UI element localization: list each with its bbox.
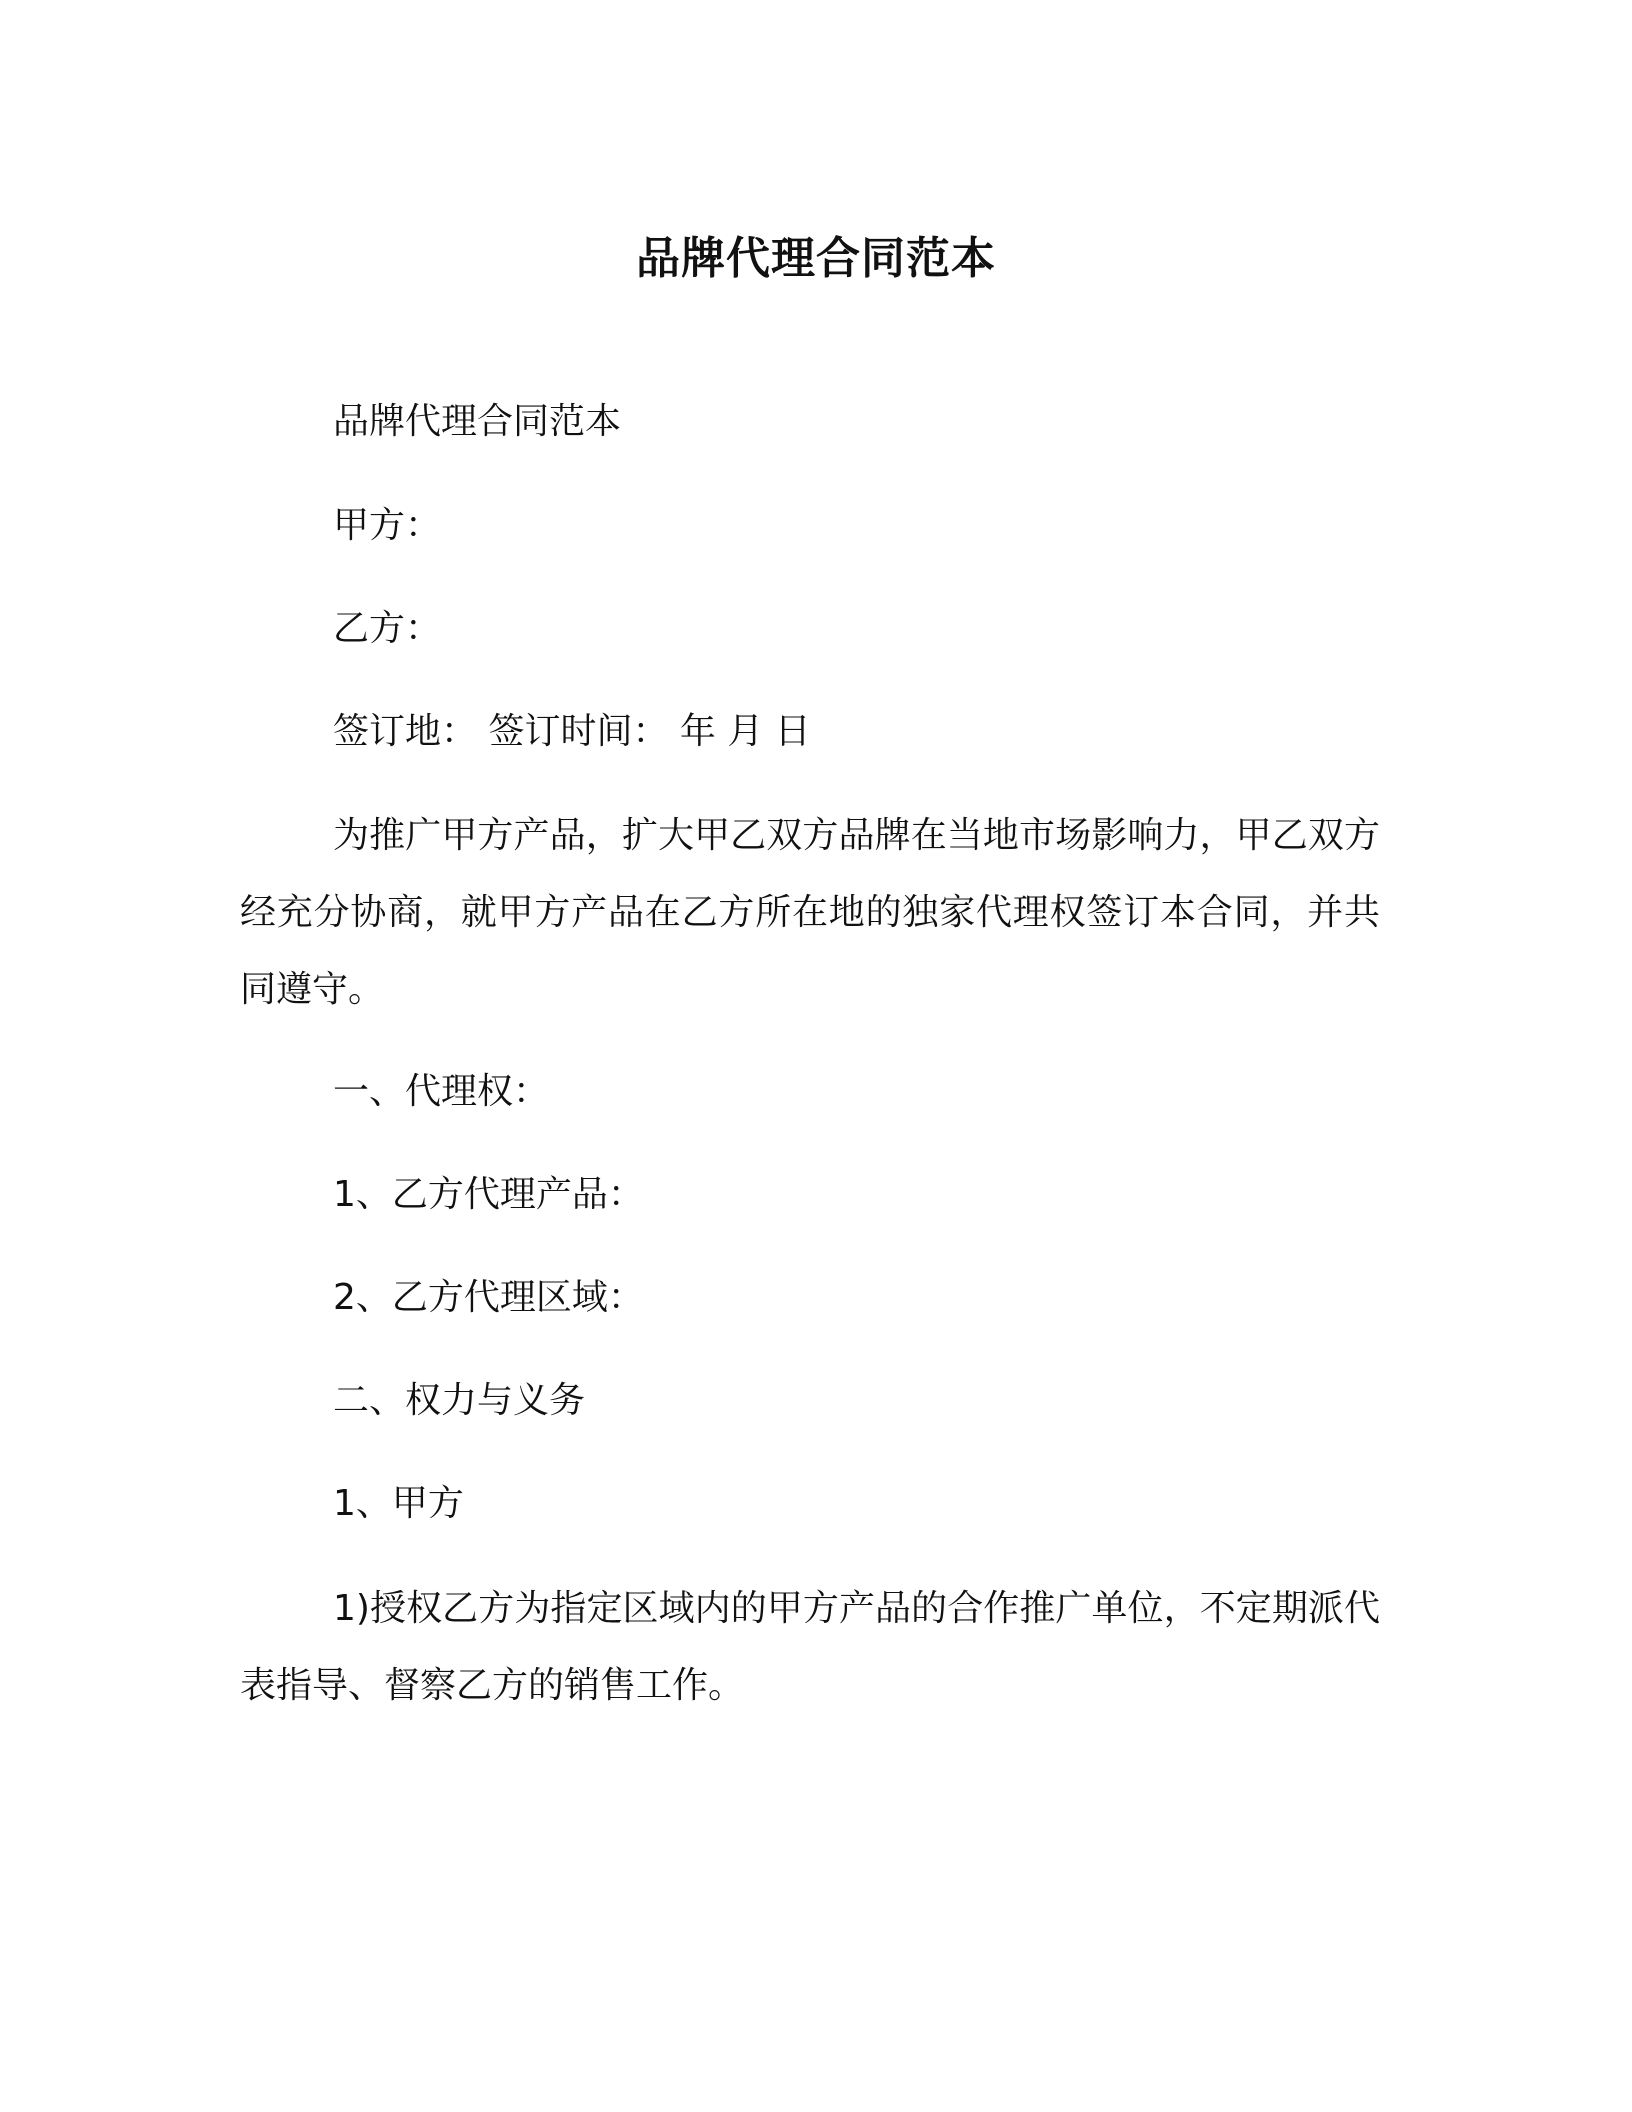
document-subtitle: 品牌代理合同范本 <box>333 401 622 442</box>
document-title: 品牌代理合同范本 <box>636 233 996 284</box>
party-a-label: 甲方： <box>333 505 442 546</box>
section-1-heading: 一、代理权： <box>333 1071 550 1112</box>
section-2-item-1: 1、甲方 <box>333 1483 464 1524</box>
preamble-paragraph: 为推广甲方产品，扩大甲乙双方品牌在当地市场影响力，甲乙双方经充分协商，就甲方产品在乙方所在地的独家代理权签订本合同，并共同遵守。 <box>240 815 1380 1010</box>
section-2-heading: 二、权力与义务 <box>333 1380 586 1421</box>
section-1-item-2: 2、乙方代理区域： <box>333 1277 644 1318</box>
signing-info: 签订地： 签订时间： 年 月 日 <box>333 711 811 752</box>
party-b-label: 乙方： <box>333 608 442 649</box>
section-1-item-1: 1、乙方代理产品： <box>333 1174 644 1215</box>
section-2-item-1-clause-1: 1)授权乙方为指定区域内的甲方产品的合作推广单位，不定期派代表指导、督察乙方的销售工作。 <box>240 1588 1380 1706</box>
